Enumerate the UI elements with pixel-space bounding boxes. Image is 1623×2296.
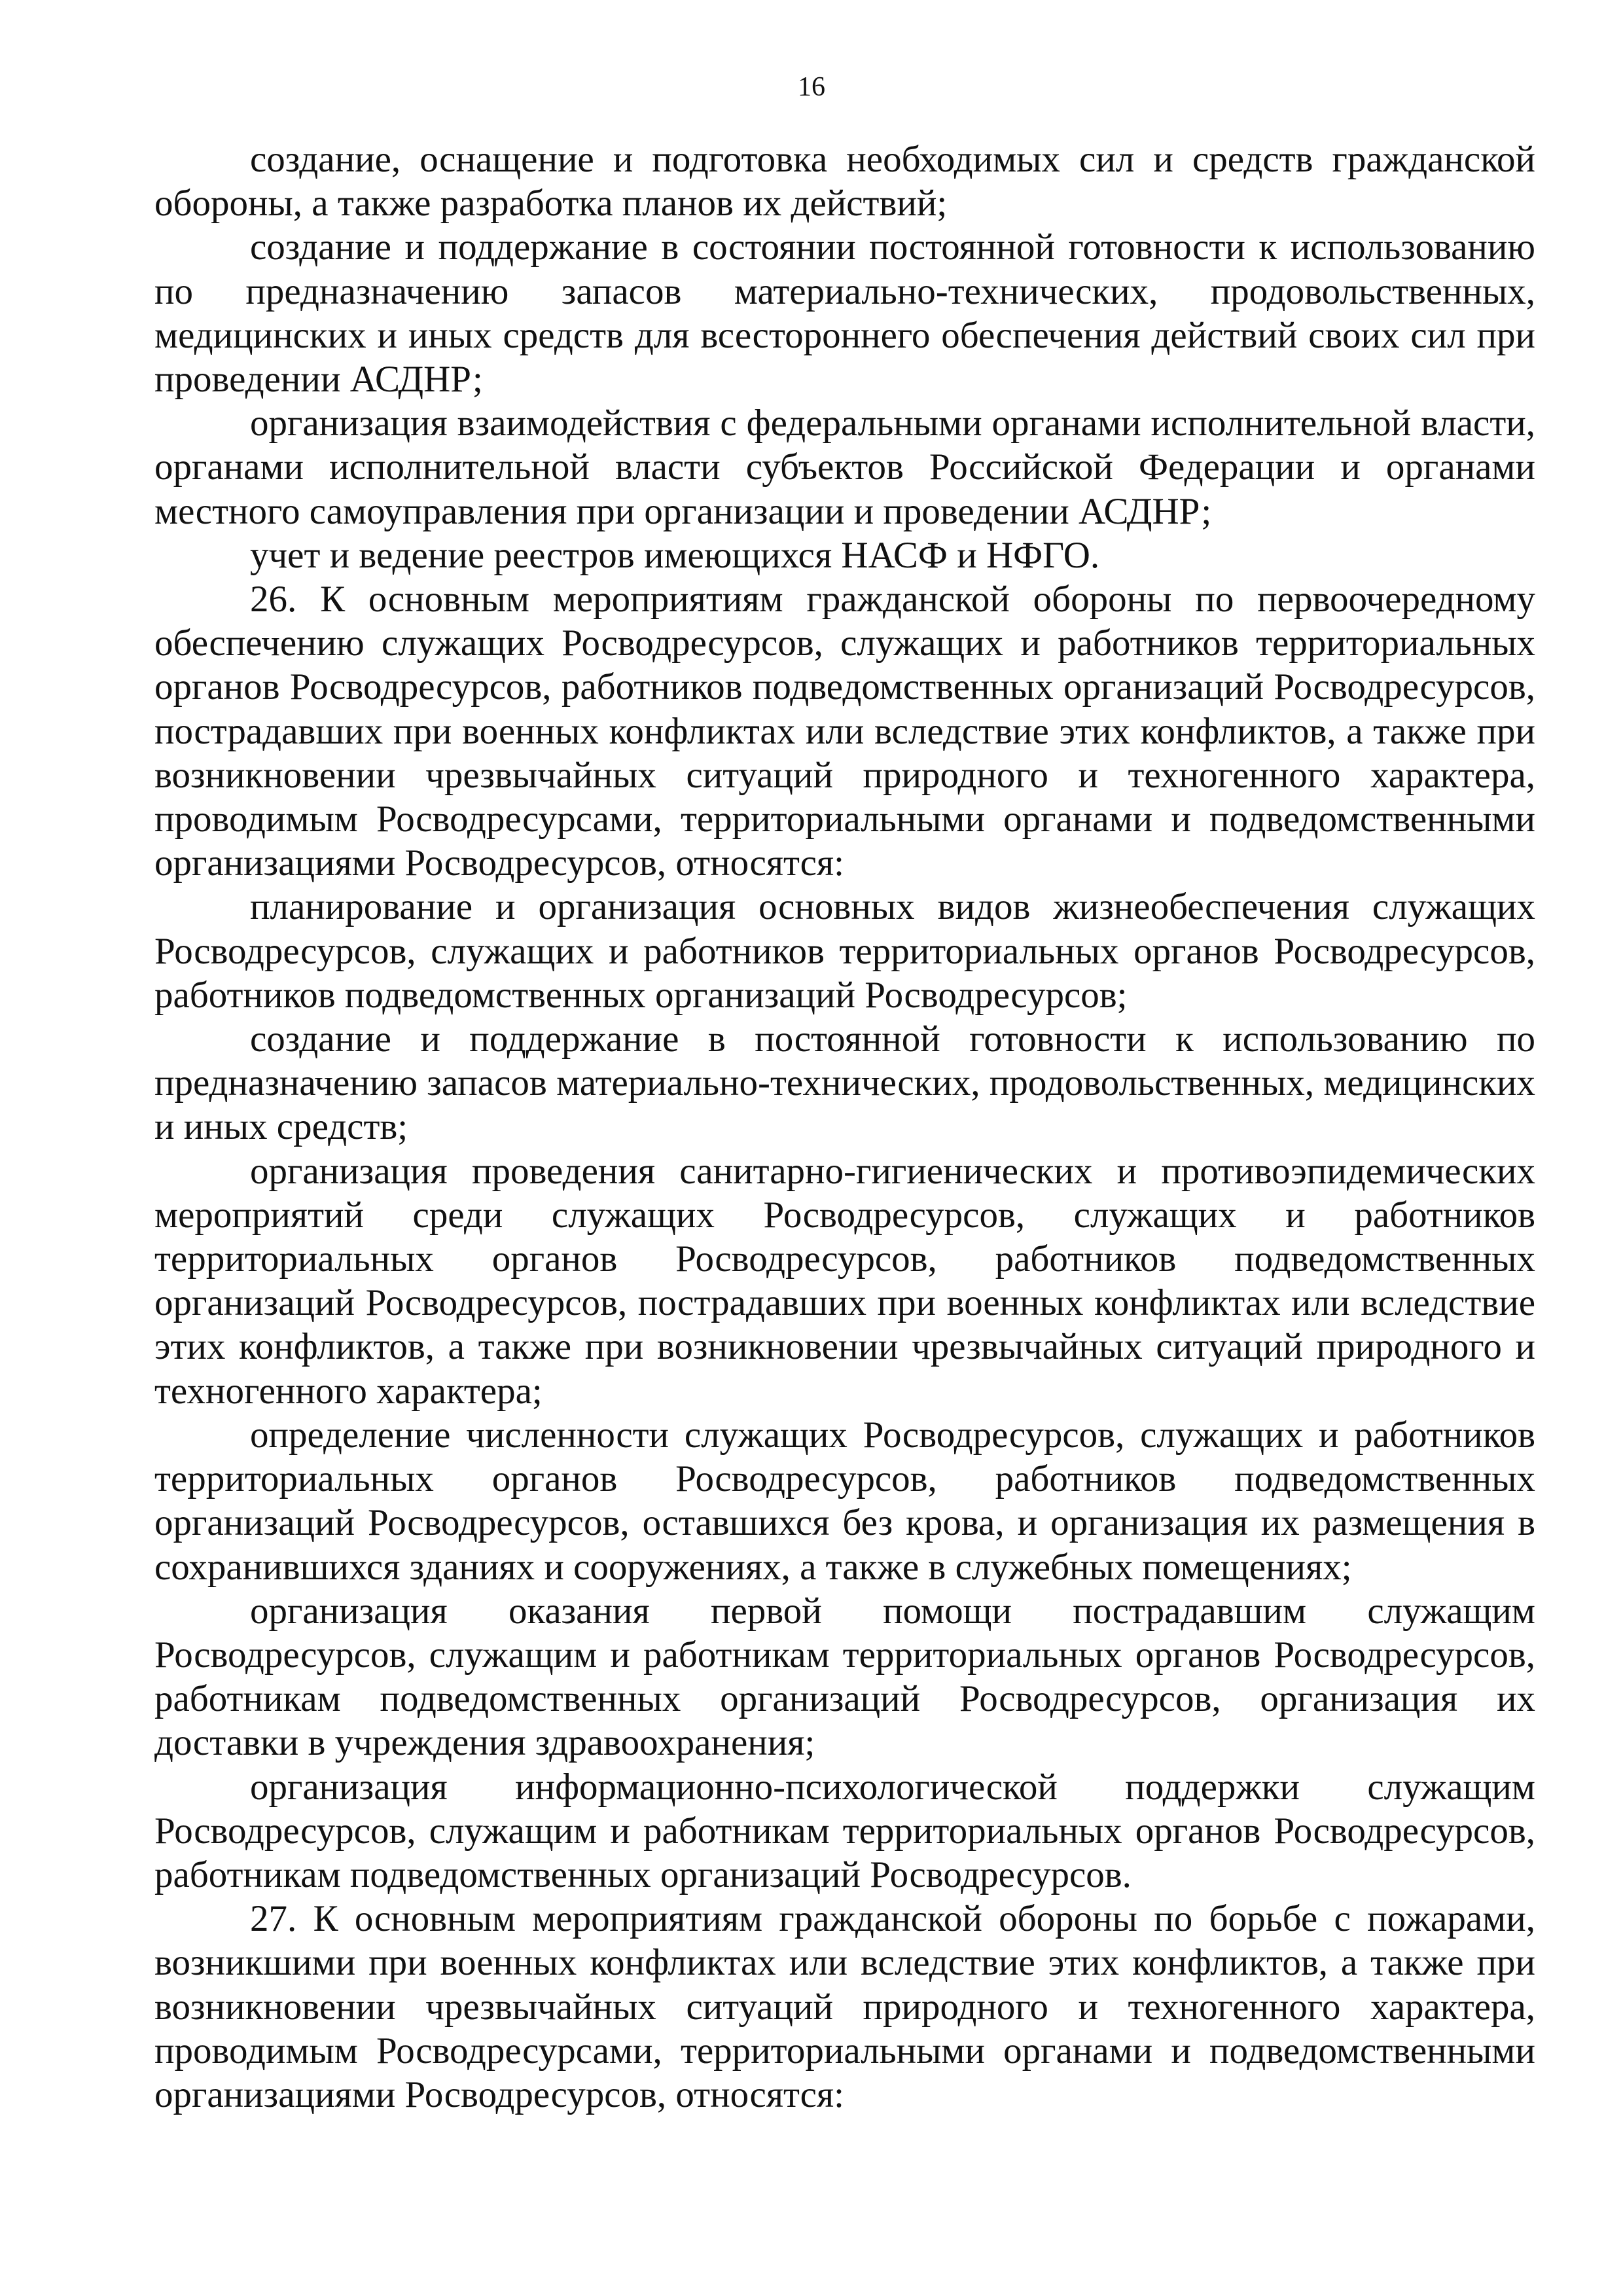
paragraph-7: создание и поддержание в постоянной готовности к использованию по предназначению запасов материально-технических, продовольственных, медицинских и иных средств; xyxy=(154,1018,1535,1148)
paragraph-27: 27. К основным мероприятиям гражданской обороны по борьбе с пожарами, возникшими при военных конфликтах или вследствие этих конфликтов, а также при возникновении чрезвычайных ситуаций природного и техногенного характера, проводимым Росводресурсами, территориальными органами и подведомственными организациями Росводресурсов, относятся: xyxy=(154,1898,1535,2115)
document-body xyxy=(154,137,1535,2117)
paragraph-2: создание и поддержание в состоянии постоянной готовности к использованию по предназначению запасов материально-технических, продовольственных, медицинских и иных средств для всестороннего обеспечения действий своих сил при проведении АСДНР; xyxy=(154,226,1535,401)
paragraph-3: организация взаимодействия с федеральными органами исполнительной власти, органами исполнительной власти субъектов Российской Федерации и органами местного самоуправления при организации и проведении АСДНР; xyxy=(154,403,1535,532)
paragraph-10: организация оказания первой помощи пострадавшим служащим Росводресурсов, служащим и работникам территориальных органов Росводресурсов, работникам подведомственных организаций Росводресурсов, организация их доставки в учреждения здравоохранения; xyxy=(154,1590,1535,1764)
paragraph-4: учет и ведение реестров имеющихся НАСФ и НФГО. xyxy=(250,534,1100,576)
paragraph-11: организация информационно-психологической поддержки служащим Росводресурсов, служащим и работникам территориальных органов Росводресурсов, работникам подведомственных организаций Росводресурсов. xyxy=(154,1766,1535,1895)
page-number: 16 xyxy=(798,72,825,102)
paragraph-8: организация проведения санитарно-гигиенических и противоэпидемических мероприятий среди служащих Росводресурсов, служащих и работников территориальных органов Росводресурсов, работников подведомственных организаций Росводресурсов, пострадавших при военных конфликтах или вследствие этих конфликтов, а также при возникновении чрезвычайных ситуаций природного и техногенного характера; xyxy=(154,1150,1535,1412)
paragraph-1: создание, оснащение и подготовка необходимых сил и средств гражданской обороны, а также разработка планов их действий; xyxy=(154,139,1535,224)
paragraph-26: 26. К основным мероприятиям гражданской обороны по первоочередному обеспечению служащих Росводресурсов, служащих и работников территориальных органов Росводресурсов, работников подведомственных организаций Росводресурсов, пострадавших при военных конфликтах или вследствие этих конфликтов, а также при возникновении чрезвычайных ситуаций природного и техногенного характера, проводимым Росводресурсами, территориальными органами и подведомственными организациями Росводресурсов, относятся: xyxy=(154,579,1535,884)
paragraph-6: планирование и организация основных видов жизнеобеспечения служащих Росводресурсов, служащих и работников территориальных органов Росводресурсов, работников подведомственных организаций Росводресурсов; xyxy=(154,886,1535,1016)
paragraph-9: определение численности служащих Росводресурсов, служащих и работников территориальных органов Росводресурсов, работников подведомственных организаций Росводресурсов, оставшихся без крова, и организация их размещения в сохранившихся зданиях и сооружениях, а также в служебных помещениях; xyxy=(154,1414,1535,1588)
